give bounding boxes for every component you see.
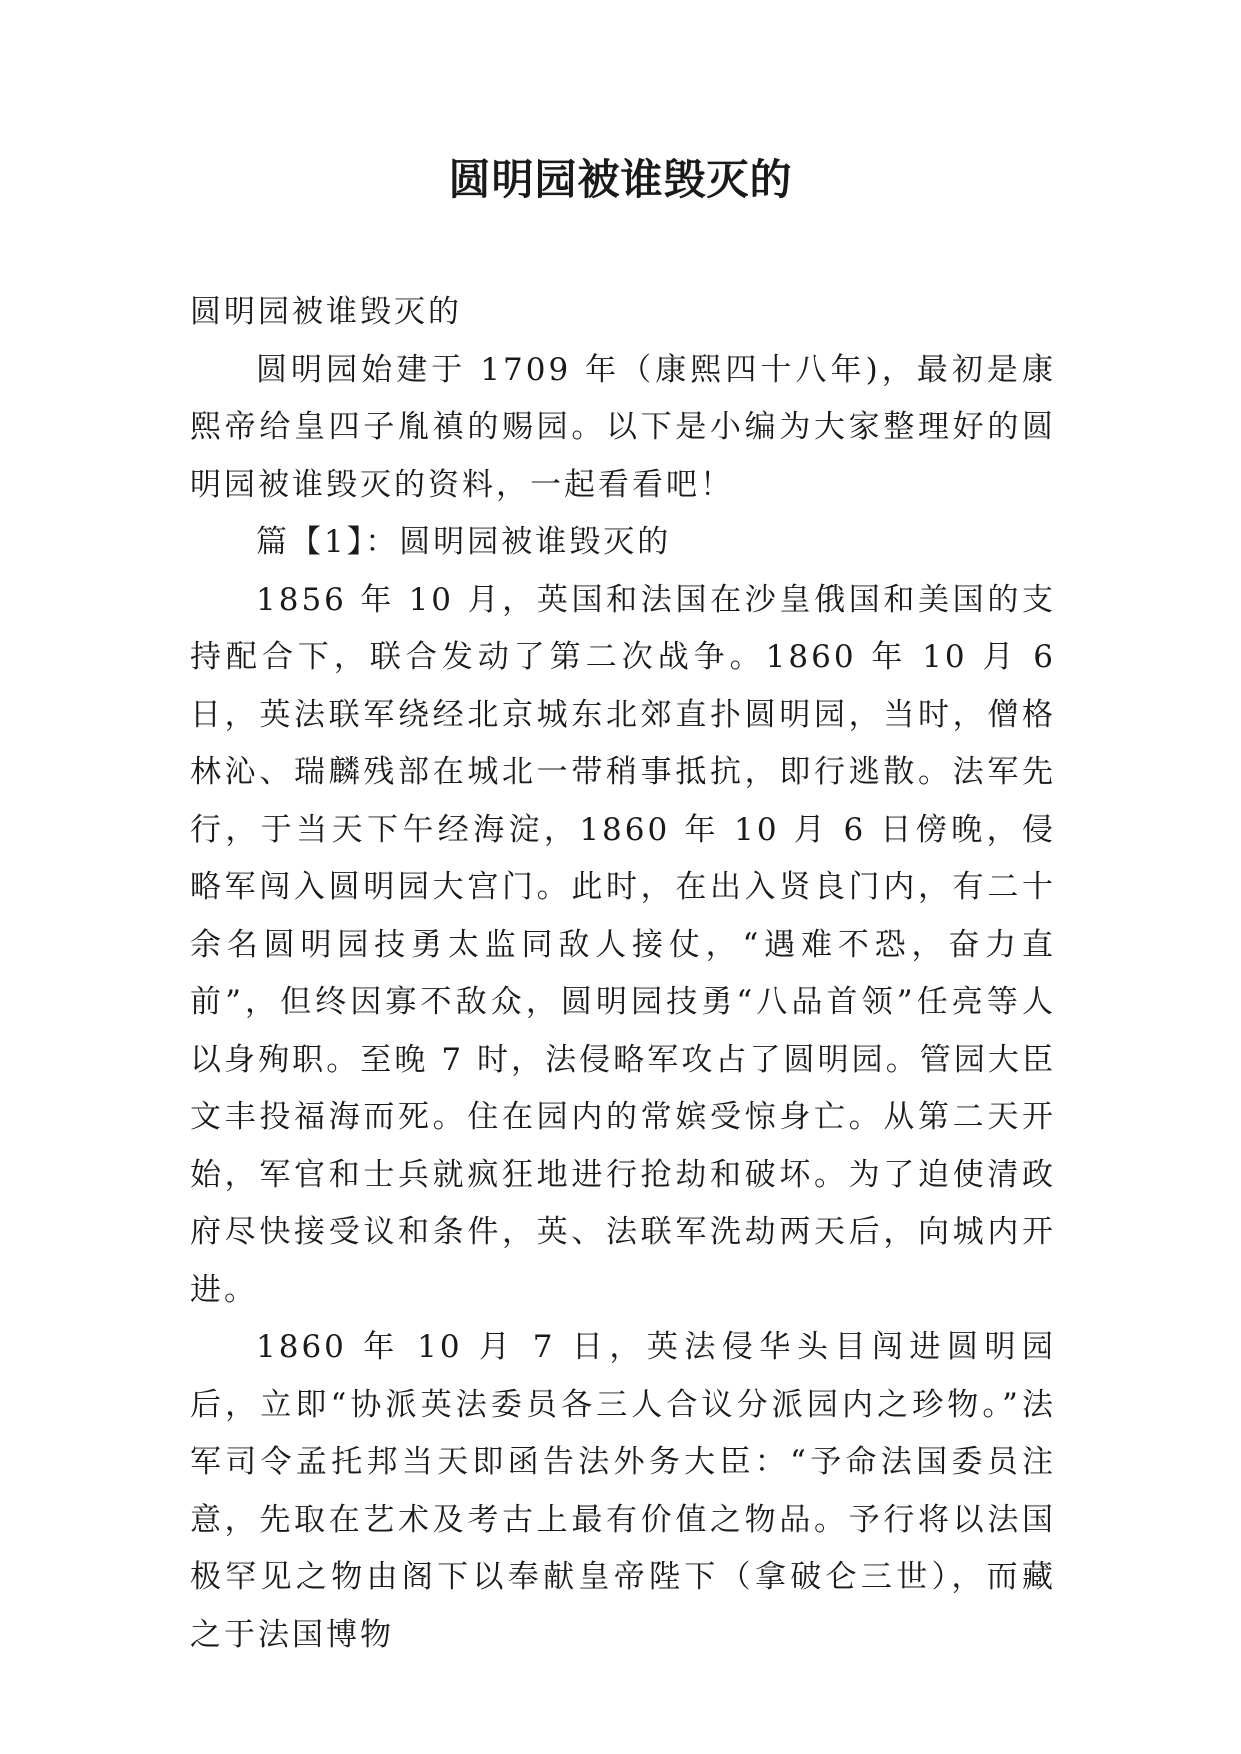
paragraph-history-1856: 1856 年 10 月，英国和法国在沙皇俄国和美国的支持配合下，联合发动了第二次战争。1860 年 10 月 6 日，英法联军绕经北京城东北郊直扑圆明园，当时，僧格林沁、瑞麟残部在城北一带稍事抵抗，即行逃散。法军先行，于当天下午经海淀，1860 年 10 月 6 日傍晚，侵略军闯入圆明园大宫门。此时，在出入贤良门内，有二十余名圆明园技勇太监同敌人接仗，“遇难不恐，奋力直前”，但终因寡不敌众，圆明园技勇“八品首领”任亮等人以身殉职。至晚 7 时，法侵略军攻占了圆明园。管园大臣文丰投福海而死。住在园内的常嫔受惊身亡。从第二天开始，军官和士兵就疯狂地进行抢劫和破坏。为了迫使清政府尽快接受议和条件，英、法联军洗劫两天后，向城内开进。 <box>190 581 1056 1308</box>
paragraph-history-1860: 1860 年 10 月 7 日，英法侵华头目闯进圆明园后，立即“协派英法委员各三人合议分派园内之珍物。”法军司令孟托邦当天即函告法外务大臣：“予命法国委员注意，先取在艺术及考古上最有价值之物品。予行将以法国极罕见之物由阁下以奉献皇帝陛下（拿破仑三世），而藏之于法国博物 <box>190 1329 1056 1653</box>
paragraph-intro: 圆明园始建于 1709 年（康熙四十八年)，最初是康熙帝给皇四子胤禛的赐园。以下是小编为大家整理好的圆明园被谁毁灭的资料，一起看看吧！ <box>190 351 1056 503</box>
document-body <box>190 284 1056 1664</box>
paragraph-subtitle: 圆明园被谁毁灭的 <box>190 294 462 330</box>
document-title: 圆明园被谁毁灭的 <box>448 155 793 204</box>
section-heading: 篇【1】：圆明园被谁毁灭的 <box>256 524 672 560</box>
